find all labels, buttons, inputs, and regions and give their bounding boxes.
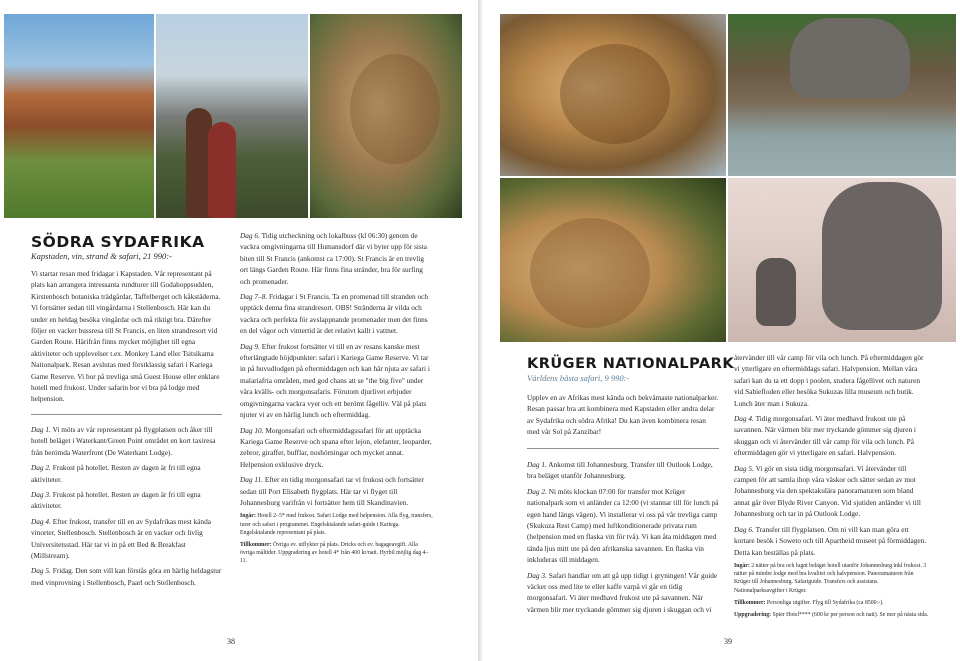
day-item: Dag 4. Efter frukost, transfer till en av Sydafrikas mest kända vinorter, Stellenbosch. Stellenbosch är en vacker och livlig Universitetsstad. Här tar vi in på ett Bed & Breakfast (Millstream).	[31, 516, 211, 561]
page-number-right: 39	[724, 637, 732, 646]
extras-note-kruger: Tillkommer: Personliga utgifter. Flyg till Sydafrika (ca 8500:-).	[734, 599, 884, 606]
section-subtitle: Kapstaden, vin, strand & safari, 21 990:-	[31, 251, 172, 261]
photo-mountain-landscape	[4, 14, 154, 218]
day-item: Dag 6. Transfer till flygplatsen. Om ni vill kan man göra ett kortare besök i Soweto och till Apartheid museet på förmiddagen. Detta kan beställas på plats.	[734, 524, 927, 557]
day-item: Dag 3. Safari handlar om att gå upp tidigt i gryningen! Vår guide väcker oss med lite te eller kaffe varpå vi går en tidig morgonsafari. Vi äter medhavd frukost ute på savannen. När värmen blir mer tryckande gömmer sig djuren i skuggan och vi	[527, 570, 718, 614]
intro-text-kruger: Upplev en av Afrikas mest kända och bekvämaste nationalparker. Resan passar bra att kombinera med Kapstaden eller andra delar av Sydafrika och södra Afrika! Du kan även kombinera resan med vår Sol på Zanzibar!	[527, 393, 719, 437]
day-list-col1	[31, 424, 222, 588]
day-item: Dag 1. Ankomst till Johannesburg. Transfer till Outlook Lodge, bra beläget utanför Johannesburg.	[527, 460, 713, 481]
day-item: Dag 10. Morgonsafari och eftermiddagssafari för att upptäcka Kariega Game Reserve och spana efter lejon, elefanter, leoparder, zebror, giraffer, bufflar, noshörningar och mycket annat. Helpension exklusive dryck.	[240, 425, 432, 469]
kruger-day-list-col1	[527, 459, 719, 615]
divider	[31, 414, 222, 415]
day-item: Dag 2. Frukost på hotellet. Resten av dagen är fri till egna aktiviteter.	[31, 463, 201, 484]
extras-note: Tillkommer: Övriga ev. utflykter på plats. Dricks och ev. bagageavgift. Alla övriga måltider. Uppgradering av hotell 4* från 400 kr/natt. Hyrbil möjlig dag 4–11.	[240, 541, 429, 565]
included-note-kruger: Ingår: 2 nätter på bra och lugnt beläget hotell utanför Johannesburg inkl frukost. 3 nätter på mindre lodge med bra kvalitet och halvpension. Panoramaturen från Krüger till Johannesburg. Safariguide. Transfers och assistans. Nationalparksavgifter i Krüger.	[734, 562, 927, 594]
rhino-calf-shape	[756, 258, 796, 326]
rhino-shape	[822, 182, 942, 330]
day-list-col2	[240, 230, 433, 566]
day-item: Dag 11. Efter en tidig morgonsafari tar vi frukost och fortsätter sedan till Port Elisabeth flygplats. Här tar vi flyget till Johannesburg varifrån vi fortsätter hem till Skandinavien.	[240, 475, 424, 507]
upgrade-note-kruger: Uppgradering: Spier Hotel**** (600 kr per person och natt). Se mer på nästa sida.	[734, 611, 929, 618]
page-number: 38	[227, 637, 235, 646]
day-continuation: återvänder till vår camp för vila och lunch. På eftermiddagen gör vi ytterligare en eftermiddags safari. Halvpension. Mellan våra safari kan du ta ett dopp i poolen, studera fågellivet och naturen vid Sabiefloden eller besöka Sukuzas lilla museum och butik. Lunch äter man i Sukuza.	[734, 353, 924, 408]
day-item: Dag 9. Efter frukost fortsätter vi till en av resans kanske mest efterlängtade höjdpunkter: safari i Kariega Game Reserve. Vi tar in på huvudlodgen på eftermiddagen och kan här njuta av safari i malariafria områden, med god chans att se "the big five" under våra kvälls- och morgonsafaris. Förutom djurlivet erbjuder omgivningarna vackra vyer och ett berömt fågelliv. Väl på plats njuter vi av en härlig lunch och eftermiddag.	[240, 341, 430, 420]
kruger-day-list-col2	[734, 352, 930, 619]
day-item: Dag 6. Tidig utcheckning och lokalbuss (kl 06:30) genom de vackra omgivningarna till Humansdorf där vi byter upp för sista biten till St Francis (ankomst ca 17:00). St Francis är en trevlig ort längs Garden Route. Här finns fina stränder, bra för surfing och promenader.	[240, 231, 428, 286]
day-item: Dag 1. Vi möts av vår representant på flygplatsen och åker till hotell beläget i Waterkant/Green Point området en kort taxiresa från berömda Waterfront (De Waterkant Lodge).	[31, 425, 216, 457]
day-item: Dag 7–8. Fridagar i St Francis. Ta en promenad till stranden och upptäck denna fina strandresort. OBS! Stränderna är vilda och vackra och perfekta för avslappnande promenader men det finns en del vågor och vintertid är det relativt kallt i vattnet.	[240, 292, 429, 336]
section-title-kruger: KRÜGER NATIONALPARK	[527, 356, 735, 372]
photo-lioness	[310, 14, 462, 218]
day-item: Dag 4. Tidig morgonsafari. Vi äter medhavd frukost ute på savannen. När värmen blir mer tryckande gömmer sig djuren i skuggan och vi återvänder till vår camp för vila och lunch. På eftermiddagen gör vi ytterligare en safari. Halvpension.	[734, 414, 916, 458]
section-title: SÖDRA SYDAFRIKA	[31, 233, 205, 251]
day-item: Dag 2. Ni möts klockan 07:00 för transfer mot Krüger nationalpark som vi anländer ca 12:00 (vi stannar till för lunch på egen hand längs vägen). Vi installerar vi oss på vår trevliga camp (Skukuza Rest Camp) med luftkonditionerade privata rum (helpension med en flaska vin för två). Vi kan åta middagen med tända ljus mitt ute på den afrikanska savannen. En flaska vin inkluderas till middagen.	[527, 486, 719, 565]
photo-lion	[500, 178, 726, 342]
section-subtitle-kruger: Världens bästa safari, 9 990:-	[527, 373, 630, 383]
divider-kruger	[527, 448, 719, 449]
day-item: Dag 5. Vi gör en sista tidig morgonsafari. Vi återvänder till campen för att samla ihop våra väskor och sätter sedan av mot Johannesburg via den spektakulära panoramaturen som bland annat går över Blyde River Canyon. Vid sjutiden anländer vi till Johannesburg och tar in på Outlook Lodge.	[734, 463, 921, 519]
day-item: Dag 3. Frukost på hotellet. Resten av dagen är fri till egna aktiviteter.	[31, 490, 201, 511]
intro-text: Vi startar resan med fridagar i Kapstaden. Vår representant på plats kan arrangera intressanta rundturer till Godahoppsudden, Kirstenbosch botaniska trädgårdar, Taffelberget och kåkstäderna. Vi fortsätter sedan till vingårdarna i Stellenbosch. Här kan du under en heldag besöka vingårdar och må riktigt bra. Därefter följer en vacker bussresa till St Francis, en liten strandresort vid Garden Route. Härifrån finns mycket möjlighet till egna aktiviteter och upplevelser t.ex. Monkey Land eller Tsitsikama Nationalpark. Resan avslutas med förstklassig safari i Kariega Game Reserve. Vi bor på trevliga små Guest House eller enklare hotell med frukost. Under safarin bor vi bra på lodge med helpension.	[31, 269, 221, 404]
photo-leopard	[500, 14, 726, 176]
day-item: Dag 5. Fridag. Den som vill kan förstås göra en härlig heldagstur med vinprovning i Stellenbosch, Paarl och Stellenbosch.	[31, 566, 222, 587]
left-page	[0, 0, 478, 661]
photo-couple	[156, 14, 308, 218]
included-note: Ingår: Hotell 2–5* med frukost. Safari Lodge med helpension. Alla flyg, transfers, turer och safari i programmet. Engelsktalande safari-guide i Kariega. Engelsktalande representant på plats.	[240, 513, 433, 536]
elephant-shape	[790, 18, 910, 98]
